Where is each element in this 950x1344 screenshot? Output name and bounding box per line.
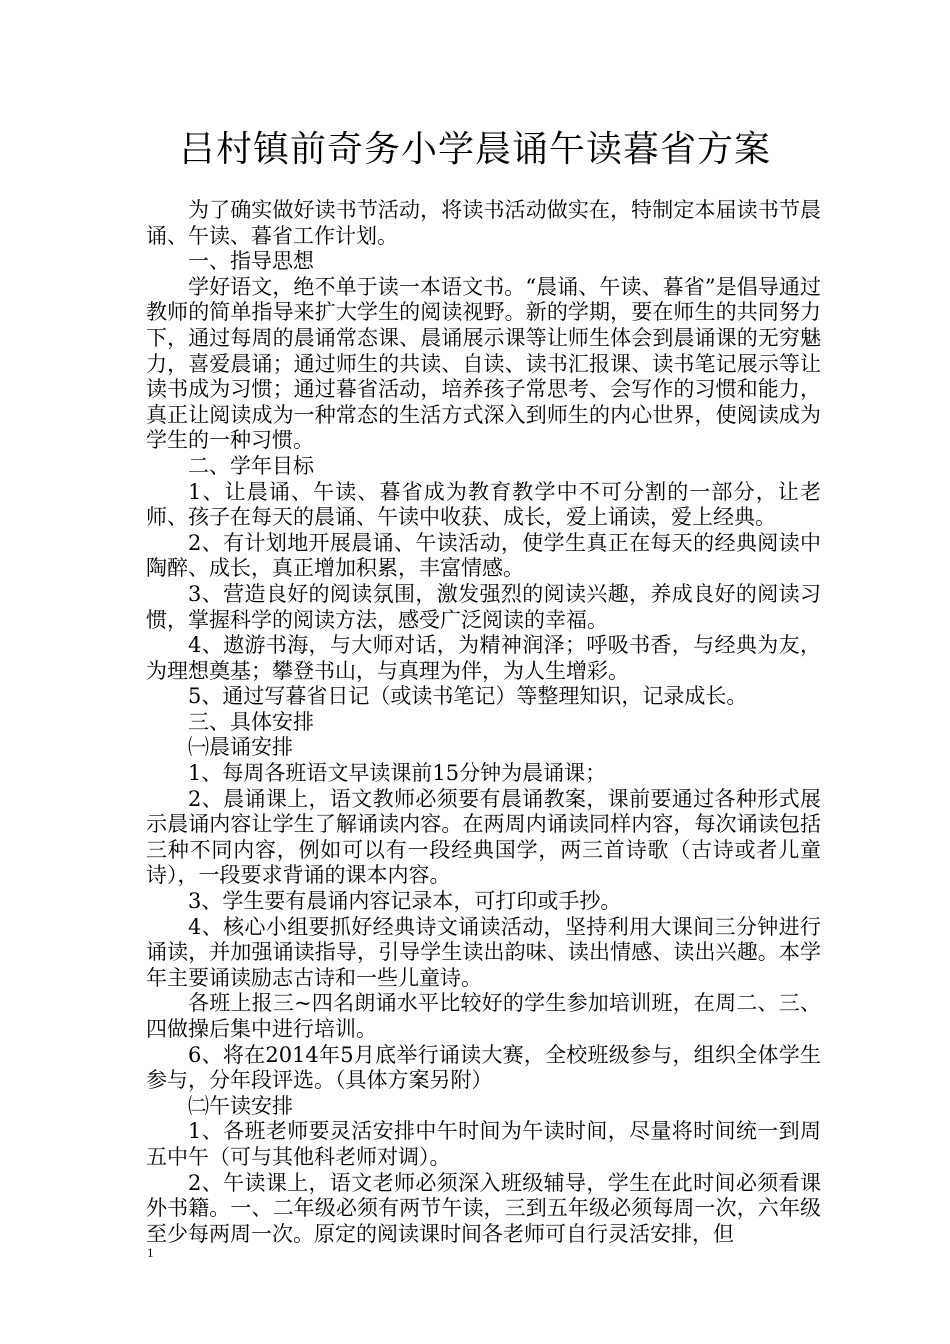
subsection-heading-noon: ㈡午读安排: [188, 1093, 293, 1118]
morning-item-2: 2、晨诵课上，语文教师必须要有晨诵教案，课前要通过各种形式展示晨诵内容让学生了解诵读内容。在两周内诵读同样内容，每次诵读包括三种不同内容，例如可以有一段经典国学，两三首诗歌（古诗或者儿童诗），一段要求背诵的课本内容。: [146, 786, 821, 888]
page-number: 1: [147, 1245, 154, 1260]
morning-item-3: 3、学生要有晨诵内容记录本，可打印或手抄。: [188, 889, 622, 914]
noon-item-2: 2、午读课上，语文老师必须深入班级辅导，学生在此时间必须看课外书籍。一、二年级必须有两节午读，三到五年级必须每周一次，六年级至少每两周一次。原定的阅读课时间各老师可自行灵活安排，但: [146, 1170, 821, 1246]
section-heading-arrangements: 三、具体安排: [188, 709, 314, 734]
section-heading-guiding-thought: 一、指导思想: [188, 249, 314, 274]
goal-item-5: 5、通过写暮省日记（或读书笔记）等整理知识，记录成长。: [188, 684, 748, 709]
morning-item-training: 各班上报三~四名朗诵水平比较好的学生参加培训班，在周二、三、四做操后集中进行培训。: [146, 991, 821, 1041]
goal-item-2: 2、有计划地开展晨诵、午读活动，使学生真正在每天的经典阅读中陶醉、成长，真正增加积累，丰富情感。: [146, 530, 821, 581]
morning-item-1: 1、每周各班语文早读课前15分钟为晨诵课；: [188, 761, 607, 786]
document-title: 吕村镇前奇务小学晨诵午读暮省方案: [178, 129, 771, 170]
morning-item-4: 4、核心小组要抓好经典诗文诵读活动，坚持利用大课间三分钟进行诵读，并加强诵读指导，引导学生读出韵味、读出情感、读出兴趣。本学年主要诵读励志古诗和一些儿童诗。: [146, 914, 821, 990]
paragraph-guiding-thought: 学好语文，绝不单于读一本语文书。“晨诵、午读、暮省”是倡导通过教师的简单指导来扩大学生的阅读视野。新的学期，要在师生的共同努力下，通过每周的晨诵常态课、晨诵展示课等让师生体会到晨诵课的无穷魅力，喜爱晨诵；通过师生的共读、自读、读书汇报课、读书笔记展示等让读书成为习惯；通过暮省活动，培养孩子常思考、会写作的习惯和能力，真正让阅读成为一种常态的生活方式深入到师生的内心世界，使阅读成为学生的一种习惯。: [146, 274, 821, 453]
goal-item-4: 4、遨游书海，与大师对话，为精神润泽；呼吸书香，与经典为友，为理想奠基；攀登书山，与真理为伴，为人生增彩。: [146, 633, 821, 683]
morning-item-6: 6、将在2014年5月底举行诵读大赛，全校班级参与，组织全体学生参与，分年段评选。（具体方案另附）: [146, 1042, 821, 1093]
paragraph-intro: 为了确实做好读书节活动，将读书活动做实在，特制定本届读书节晨诵、午读、暮省工作计划。: [146, 198, 821, 248]
document-body: [146, 198, 821, 1247]
section-heading-goals: 二、学年目标: [188, 453, 314, 478]
subsection-heading-morning: ㈠晨诵安排: [188, 735, 293, 760]
goal-item-3: 3、营造良好的阅读氛围，激发强烈的阅读兴趣，养成良好的阅读习惯，掌握科学的阅读方法，感受广泛阅读的幸福。: [146, 581, 821, 632]
goal-item-1: 1、让晨诵、午读、暮省成为教育教学中不可分割的一部分，让老师、孩子在每天的晨诵、午读中收获、成长，爱上诵读，爱上经典。: [146, 479, 821, 530]
noon-item-1: 1、各班老师要灵活安排中午时间为午读时间，尽量将时间统一到周五中午（可与其他科老师对调）。: [146, 1119, 821, 1169]
